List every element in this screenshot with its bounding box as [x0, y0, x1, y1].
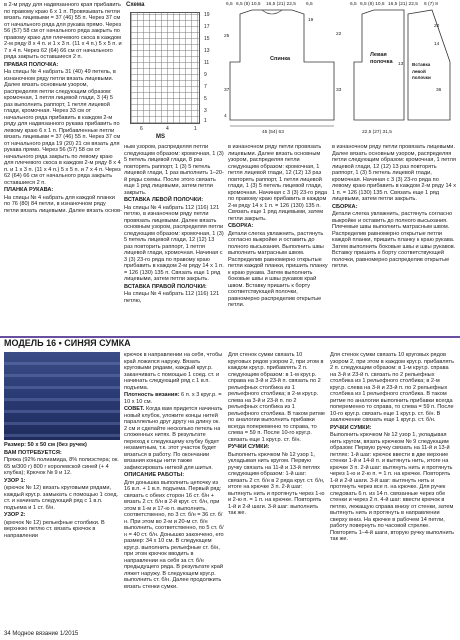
- piece-label-insert: Вставка левой полочки: [412, 62, 431, 80]
- dimension-label: 33: [336, 88, 342, 93]
- back-neckline: [262, 10, 282, 14]
- paragraph: Выполнить крючком № 12 узор 1, укладывая нить кругом. Первую ручку связать на 11-й и 13-й петлях следующим образом: 1-й шаг: связать 2 ст. б/н в 2 ряда круг. ст. б/н, итоге на крючке 3 п. 2-й шаг: вытянуть нить и протянуть через 1-ю и 2-ю п. = 1 п. на крючке. Повторять 1-й и 2-й шаги. 3-й шаг: выполнить так же.: [228, 451, 325, 516]
- section-heading: УЗОР 2:: [4, 512, 26, 518]
- dimension-label: 36: [436, 88, 442, 93]
- dimension-label: 25: [224, 34, 230, 39]
- bag-photo: [4, 352, 120, 440]
- page-footer: 34 Модное вязание 1/2015: [4, 631, 79, 637]
- photo-texture: [4, 434, 120, 437]
- dimension-label: 6 (7) 8: [424, 2, 438, 7]
- row-number: 7: [204, 84, 207, 90]
- pattern-diagrams: [222, 2, 458, 142]
- section-heading: РУЧКИ СУМКИ:: [330, 424, 372, 431]
- row-number: 15: [204, 36, 210, 42]
- scheme-ms-label: MS: [156, 134, 165, 140]
- dimension-label: 45 (54) 63: [262, 130, 284, 135]
- dimension-label: 16,5 (21) 22,5: [388, 2, 418, 7]
- section-heading: УЗОР 1:: [4, 477, 26, 484]
- column-number: 1: [194, 126, 197, 132]
- dimension-label: 4: [224, 114, 227, 119]
- row-number: 3: [204, 108, 207, 114]
- paragraph: Выполнить крючком № 12 узор 1, укладывая нить кругом, вязать крючком № 9 следующим образом: Первую ручку связать на 11-й и 13-й петлях: 1-й шаг: крючок ввести в две верхние стенки 1-й и 14-й п. и вытянуть нить, итоге на крючке 3 п. 2-й шаг: вытянуть нить и протянуть через 1-ю и 2-ю п. = 1 п. на крючке. Повторять 1-й и 2-й шаги. 3-й шаг: вытянуть нить и протянуть через все п. на крючке. Для ручек следовать 6 п. из 14 п. связанные через обе стенки и через 2 п. 4-й шаг: ввести крючок в петлю, лежащую справа внизу от стенки, затем вытянуть нить и протянуть в направлении сверху вниз. На крючке в рабочем 14 петли, работу повернуть по часовой стрелке. Повторять 1–4-й шаги, вторую ручку выполнить так же.: [330, 432, 455, 542]
- section-heading: ПЛАНКА РУКАВА:: [4, 187, 54, 193]
- paragraph: На спицы № 4 набрать 31 (40) 49 петель, в изнаночном ряду петли вязать лицевыми. Далее вязать основным узором, распределяя петли следующим образом: кромочная, 1 петля лицевой глади, 3 (4) 5 раз выполнить раппорт, 1 петля лицевой глади, кромочная. Через 33 см от начального ряда прибавить в каждом 2-м ряду для надвязанного рукава прибавить по левому краю 6 х 1 п. Прибавленные петли вязать лицевыми = 37 (46) 55 п. Через 37 см от начального ряда 19 (20) 21 см вязать для рукава прямо. Через 56 (57) 58 см от начального ряда закрыть по левому краю для плечевого скоса в каждом 2-м ряду 8 х 4 п. и 1 х 3 п. (11 х 4 п.) 5 х 5 п. и 7 х 4 п. Через 62 (64) 66 см от начального ряда закрыть оставшиеся 2 п.: [4, 69, 121, 186]
- photo-texture: [4, 362, 120, 365]
- dimension-label: 6,5 (8) 10,5: [360, 2, 385, 7]
- section-heading: ОПИСАНИЕ РАБОТЫ:: [124, 472, 185, 478]
- text-column-bottom-2: [124, 352, 224, 630]
- section-heading: РУЧКИ СУМКИ:: [228, 444, 270, 450]
- back-piece-outline: [230, 10, 334, 120]
- row-number: 13: [204, 48, 210, 54]
- section-heading: ПРАВАЯ ПОЛОЧКА:: [4, 61, 59, 68]
- dimension-label: 22: [336, 32, 342, 37]
- paragraph: На спицы № 4 набрать для каждой планки по 76 (80) 84 петли, в изнаночном ряду петли вязать лицевыми. Далее вязать основ-: [4, 194, 122, 214]
- column-number: 6: [140, 126, 143, 132]
- paragraph: Для стенок сумки связать 10 круговых рядов узором 2, при этом в каждом круг.р. прибавлять 2 п. следующим образом: в 1-м круг.р. справа на 3-й и 23-й п. связать по 2 рельефных столбика из 1 рельефного столбика; в 2-м круг.р. слева на 3-й и 23-й п. по 2 рельефных столбика из 1 рельефного столбика. В таком ритме по аналогии выполнить прибавки всегда попеременно то справа, то слева = 59 п. После 10-го круг.р. связать еще 1 круг.р. ст. б/н.: [228, 352, 326, 443]
- dimension-label: 6,5: [350, 2, 357, 7]
- paragraph: Для донышка выполнить цепочку из 16 в.п. + 1 в.п. подъема. Первый ряд: связать с обеих сторон 16 ст. б/н + вязать 2 ст. б/н в 2-й круг. ст. б/н, при этом в 1-м и 17-ю п. выполнить, соответственно, по 3 ст. б/н = 36 ст. б/н. При этом во 2-м и 20-м ст. б/н выполнить, соответственно, по 5 ст. б/н = 40 ст. б/н. Донышко закончено, его размер: 34 х 10 см. В следующем круг.р. выполнить рельефные ст. б/н, при этом крючок вводить в направлении на себя за ст. б/н предыдущего ряда. В результате край ляжет наружу. В следующем круг.р. выполнить ст. б/н. Далее продолжить вязать стенки сумки.: [124, 479, 224, 590]
- photo-texture: [4, 374, 120, 377]
- piece-label-left-front: Левая полочка: [370, 52, 393, 65]
- text-column-3: [228, 144, 328, 332]
- paragraph: На спицы № 4 набрать 112 (116) 121 петлю, в изнаночном ряду петли провязать лицевыми. Далее вязать основным узором, распределяя петли следующим образом: кромочная, 1 (3) 5 петель лицевой глади, 12 (12) 13 раз повторить раппорт, 1 петля лицевой глади, кромочная. Начиная с 3 (3) 23-го ряда по правому краю прибавить в каждом 2-м ряду 14 х 1 п. = 126 (130) 135 п. Связать еще 1 ряд лицевыми, затем петли закрыть.: [124, 204, 224, 282]
- photo-texture: [4, 410, 120, 413]
- row-number: 1: [204, 118, 207, 124]
- paragraph: (крючок № 12) рельефные столбики. В верхнюю петлю ст. вязать крючок в направлении: [4, 519, 105, 539]
- dimension-label: 20: [434, 24, 440, 29]
- paragraph: Для стенок сумки связать 10 круговых рядов узором 2, при этом в каждом круг.р. прибавлять 2 п. следующим образом: в 1-м круг.р. справа на 3-й и 23-й п. связать по 2 рельефных столбика из 1 рельефного столбика; в 2-м круг.р. слева на 3-й и 23-й п. по 2 рельефных столбика из 1 рельефного столбика. В таком ритме по аналогии выполнить прибавки всегда попеременно то справа, то слева = 59 п. После 10-го круг.р. связать еще 1 круг.р. ст. б/н. В заключение связать еще 1 круг.р. ст. б/н.: [330, 352, 455, 423]
- column-number: 4: [166, 126, 169, 132]
- knitting-scheme: [126, 2, 218, 142]
- piece-label-back: Спинка: [270, 56, 291, 62]
- text-column-bottom-left: [4, 442, 122, 630]
- paragraph: На спицы № 4 набрать 112 (116) 121 петлю,: [124, 291, 220, 304]
- inline-heading: СОВЕТ.: [124, 406, 145, 412]
- section-heading: ВСТАВКА ЛЕВОЙ ПОЛОЧКИ:: [124, 197, 204, 203]
- text-column-bottom-3: [228, 352, 326, 630]
- section-heading: ВСТАВКА ПРАВОЙ ПОЛОЧКИ:: [124, 283, 207, 290]
- paragraph: Пряжа (92% полиамида, 8% полиэстера; ок. 65 м/300 г) 800 г королевской синей (+ 4 клубка); Крючок № 9 и 12.: [4, 457, 119, 476]
- section-heading: СБОРКА:: [332, 203, 358, 210]
- photo-texture: [4, 398, 120, 401]
- dimension-label: 6,5: [306, 2, 313, 7]
- model-title: МОДЕЛЬ 16 • СИНЯЯ СУМКА: [4, 338, 131, 348]
- section-heading: ВАМ ПОТРЕБУЕТСЯ:: [4, 449, 62, 456]
- inline-text: Когда вам придется начинать новый клубок, уложите концы нитей параллельно друг другу на длину ок. 2 см и сделайте несколько петель на сложенных нитях. В результате переход к следующему клубку будет незаметным, т.к. этот участок будет вязаться в работу. По окончании вязания концы нити также зафиксировать ниткой для шитья.: [124, 406, 223, 471]
- scheme-grid: [130, 12, 200, 124]
- paragraph: ным узором, распределяя петли следующим образом: кромочная, 1 (3) 5 петель лицевой глади, 8 раз повторять раппорт, 1 (3) 5 петель лицевой глади, 1 раз выполнить 1–20-й ряды схемы. После этого связать еще 1 ряд лицевыми, затем петли закрыть.: [124, 144, 224, 196]
- row-number: 9: [204, 72, 207, 78]
- text-column-4: [332, 144, 456, 332]
- size-line: Размер: 50 х 50 см (без ручек): [4, 442, 87, 448]
- dimension-label: 14: [434, 42, 440, 47]
- text-column-bottom-4: [330, 352, 456, 630]
- scheme-title: Схема: [126, 2, 145, 8]
- dimension-label: 16,5 (21) 22,5: [266, 2, 296, 7]
- dimension-label: 22,5 (27) 31,5: [362, 130, 392, 135]
- dimension-label: 6,5 (8) 10,5: [236, 2, 261, 7]
- inline-heading: Плотность вязания:: [124, 392, 180, 398]
- dimension-label: 13: [398, 62, 404, 67]
- paragraph: в изнаночном ряду петли провязать лицевыми. Далее вязать основным узором, распределяя петли следующим образом: кромочная, 1 петля лицевой глади, 12 (12) 13 раз повторять раппорт, 1 (3) 5 петель лицевой глади, кромочная. Начиная с 3 (3) 23-го ряда по левому краю прибавить в каждом 2-м ряду 14 х 1 п. = 126 (130) 135 п. Связать еще 1 ряд лицевыми, затем петли закрыть.: [332, 144, 456, 202]
- model-header: [0, 336, 460, 352]
- text-column-top-left: [4, 2, 122, 328]
- dimension-label: 6,5: [226, 2, 233, 7]
- inline-text: 6 п. х 3 круг.р. = 10 х 10 см.: [124, 392, 222, 405]
- paragraph: в 2-м ряду для надвязанного края прибавить по правому краю 6 х 1 п. Провязывать петли вязать лицевыми = 37 (46) 55 п. Через 37 см от начального ряда для рукава прямо. Через 56 (57) 58 см от начального ряда закрыть по правому краю для плечевого скоса в каждом 2-м ряду 8 х 4 п. и 1 х 3 п. (11 х 4 п.) 5 х 5 п. и 7 х 4 п. Через 62 (64) 66 см от начального ряда закрыть оставшиеся 2 п.: [4, 2, 122, 60]
- text-column-2: [124, 144, 224, 332]
- row-number: 19: [204, 12, 210, 18]
- paragraph: Детали слегка увлажнить, растянуть согласно выкройке и оставить до полного высыхания. Плечевые швы выполнить матрасным швом. Распределив равномерно открытые петли каждой планки, пришить планку к краю рукава. Затем выполнить боковые швы и швы рукавов. Вставку пришить к борту соответствующей полочки, равномерно распределив открытые петли.: [332, 211, 456, 269]
- left-front-outline: [354, 10, 404, 120]
- paragraph: крючок в направлении на себя, чтобы край ложился наружу. Вязать круговыми рядами, каждый круг.р. заканчивать с помощью 1 соед. ст. и начинать следующий ряд с 1 в.п. подъема.: [124, 352, 223, 391]
- dimension-label: 19: [308, 18, 314, 23]
- photo-texture: [4, 386, 120, 389]
- paragraph: в изнаночном ряду петли провязать лицевыми. Далее вязать основным узором, распределяя петли следующим образом: кромочная, 1 петля лицевой глади, 12 (12) 13 раз повторять раппорт, 1 петля лицевой глади, 1 (3) 5 петель лицевой глади, кромочная. Начиная с 3 (3) 23-го ряда по правому краю прибавить в каждом 2-м ряду 14 х 1 п. = 126 (130) 135 п. Связать еще 1 ряд лицевыми, затем петли закрыть.: [228, 144, 328, 222]
- section-heading: СБОРКА:: [228, 223, 254, 229]
- photo-texture: [4, 422, 120, 425]
- row-number: 17: [204, 24, 210, 30]
- paragraph: Детали слегка увлажнить, растянуть согласно выкройке и оставить до полного высыхания. Выполнить швы выполнить матрасным швом. Распределив равномерно открытые петли каждой планки, пришить планку к краю рукава. Затем выполнить боковые швы и швы рукавов край швом. Вставку пришить к борту соответствующей полочки, равномерно распределив открытые петли.: [228, 230, 328, 308]
- row-number: 11: [204, 60, 210, 66]
- dimension-label: 37: [224, 88, 230, 93]
- paragraph: (крючок № 12) вязать круговыми рядами, каждый круг.р. замыкать с помощью 1 соед. ст. и начинать следующий ряд с 1 в.п. подъема и 1 ст. б/н.: [4, 485, 119, 511]
- row-number: 5: [204, 96, 207, 102]
